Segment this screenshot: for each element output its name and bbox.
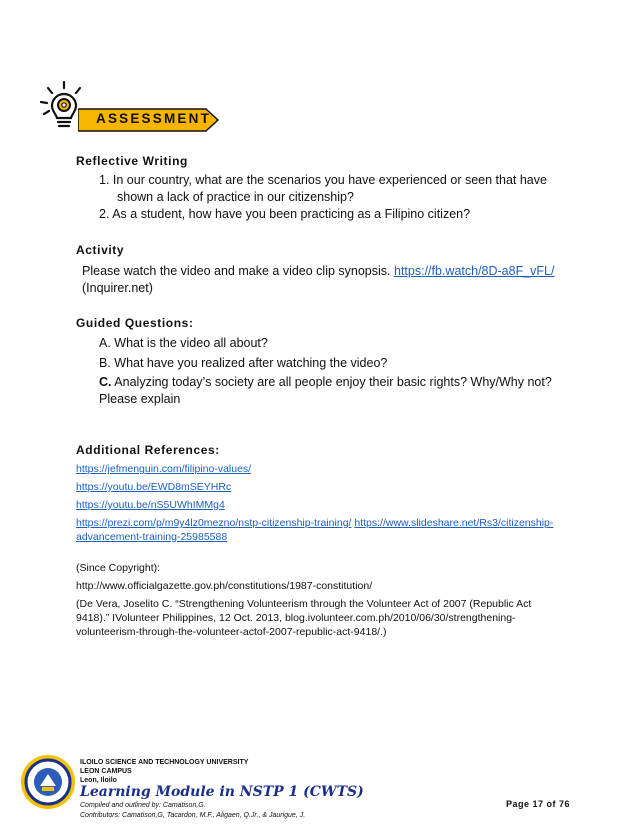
activity-video-link[interactable]: https://fb.watch/8D-a8F_vFL/ <box>394 264 555 278</box>
reflective-item-1 <box>99 172 547 206</box>
reference-link-1[interactable]: https://jefmenguin.com/filipino-values/ <box>76 463 252 475</box>
reference-link-5[interactable]: https://www.slideshare.net/Rs3/citizenship- <box>354 517 554 529</box>
guided-question-c-label: C. <box>99 375 112 389</box>
assessment-heading: ASSESSMENT <box>96 111 212 126</box>
devera-line-1: (De Vera, Joselito C. “Strengthening Volunteerism through the Volunteer Act of 2007 (Republic Act <box>76 598 532 610</box>
university-seal-icon <box>20 754 76 810</box>
additional-references-heading: Additional References: <box>76 443 220 457</box>
devera-reference <box>76 597 531 639</box>
reference-link-2[interactable]: https://youtu.be/EWD8mSEYHRc <box>76 481 232 493</box>
reflective-item-1-line1: 1. In our country, what are the scenarios you have experienced or seen that have <box>99 173 547 187</box>
reference-links-row <box>76 516 553 530</box>
guided-question-c-text: Analyzing today’s society are all people enjoy their basic rights? Why/Why not? <box>114 375 552 389</box>
activity-text <box>82 263 555 280</box>
guided-question-a: A. What is the video all about? <box>99 336 268 350</box>
guided-question-c-line2: Please explain <box>99 392 181 406</box>
footer-contributors: Contributors: Camatison,G, Tacardon, M.F., Aligaen, Q.Jr., & Jaurigue, J. <box>80 812 306 819</box>
guided-question-c <box>99 374 552 391</box>
reference-link-3[interactable]: https://youtu.be/nS5UWhIMMg4 <box>76 499 225 511</box>
footer-compiled: Compiled and outlined by: Camatison,G. <box>80 802 206 809</box>
devera-line-2: 9418).” IVolunteer Philippines, 12 Oct. 2013, blog.ivolunteer.com.ph/2010/06/30/strengthening- <box>76 612 516 624</box>
guided-question-b: B. What have you realized after watching the video? <box>99 356 388 370</box>
footer-module-title: Learning Module in NSTP 1 (CWTS) <box>80 784 364 800</box>
activity-source: (Inquirer.net) <box>82 281 153 295</box>
gazette-reference: http://www.officialgazette.gov.ph/constitutions/1987-constitution/ <box>76 580 373 592</box>
page-number: Page 17 of 76 <box>506 799 571 809</box>
reflective-item-2: 2. As a student, how have you been practicing as a Filipino citizen? <box>99 207 471 221</box>
footer-location: Leon, Iloilo <box>80 777 117 784</box>
footer-campus: LEON CAMPUS <box>80 768 132 775</box>
activity-heading: Activity <box>76 243 125 257</box>
reference-link-4[interactable]: https://prezi.com/p/m9y4lz0mezno/nstp-citizenship-training/ <box>76 517 352 529</box>
since-copyright: (Since Copyright): <box>76 562 161 574</box>
devera-line-3: volunteerism-through-the-volunteer-actof-2007-republic-act-9418/.) <box>76 626 387 638</box>
reflective-item-1-line2: shown a lack of practice in our citizenship? <box>117 190 354 204</box>
guided-questions-heading: Guided Questions: <box>76 316 194 330</box>
reflective-writing-heading: Reflective Writing <box>76 154 188 168</box>
activity-instruction: Please watch the video and make a video clip synopsis. <box>82 264 391 278</box>
reference-link-5-cont[interactable]: advancement-training-25985588 <box>76 531 228 543</box>
footer-university: ILOILO SCIENCE AND TECHNOLOGY UNIVERSITY <box>80 759 249 766</box>
